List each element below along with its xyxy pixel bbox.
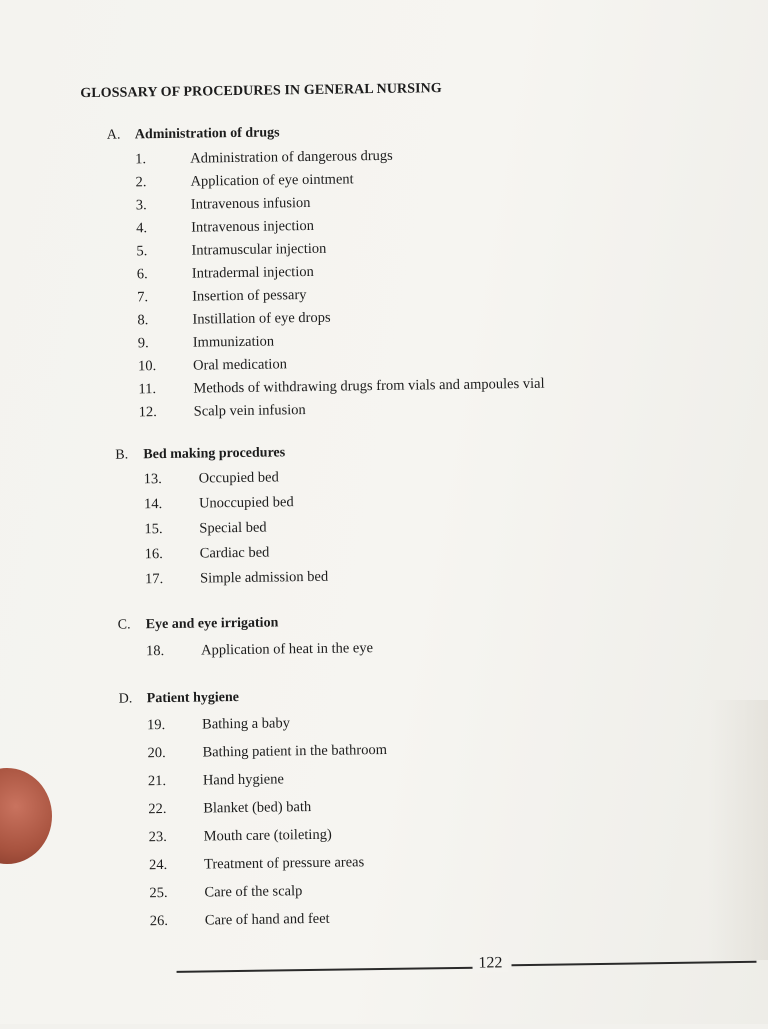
section-a-heading bbox=[107, 125, 280, 143]
list-item bbox=[135, 148, 393, 169]
list-item bbox=[136, 241, 326, 261]
page-title: GLOSSARY OF PROCEDURES IN GENERAL NURSING bbox=[80, 81, 442, 102]
item-text: Methods of withdrawing drugs from vials and ampoules vial bbox=[193, 375, 545, 397]
item-number: 19. bbox=[147, 717, 166, 734]
item-number: 12. bbox=[138, 404, 157, 421]
item-number: 21. bbox=[147, 773, 167, 790]
item-text: Application of eye ointment bbox=[190, 171, 354, 190]
item-text: Application of heat in the eye bbox=[200, 640, 374, 659]
item-number: 25. bbox=[149, 885, 168, 902]
page-number: 122 bbox=[472, 954, 508, 973]
list-item bbox=[145, 569, 328, 589]
list-item bbox=[148, 799, 311, 818]
item-number: 14. bbox=[143, 496, 163, 513]
item-text: Bathing patient in the bathroom bbox=[202, 741, 388, 761]
item-text: Oral medication bbox=[192, 356, 288, 374]
list-item bbox=[137, 287, 307, 306]
item-number: 17. bbox=[144, 571, 164, 588]
item-text: Intramuscular injection bbox=[191, 240, 327, 259]
item-text: Immunization bbox=[192, 333, 275, 351]
item-number: 20. bbox=[147, 745, 166, 762]
item-number: 2. bbox=[135, 174, 147, 191]
list-item bbox=[146, 640, 373, 660]
list-item bbox=[138, 376, 544, 399]
item-text: Administration of dangerous drugs bbox=[190, 147, 393, 167]
item-text: Care of hand and feet bbox=[204, 910, 330, 929]
list-item bbox=[144, 469, 279, 488]
item-number: 16. bbox=[144, 546, 163, 563]
item-text: Cardiac bed bbox=[199, 544, 270, 562]
list-item bbox=[137, 310, 330, 330]
item-text: Insertion of pessary bbox=[192, 287, 307, 305]
list-item bbox=[136, 195, 311, 214]
list-item bbox=[149, 854, 364, 874]
item-text: Scalp vein infusion bbox=[193, 402, 306, 420]
list-item bbox=[139, 402, 306, 421]
section-title: Eye and eye irrigation bbox=[145, 615, 279, 633]
item-number: 4. bbox=[136, 220, 148, 237]
item-number: 8. bbox=[137, 312, 149, 329]
item-text: Simple admission bed bbox=[199, 568, 329, 587]
list-item bbox=[136, 218, 314, 237]
item-text: Instillation of eye drops bbox=[192, 309, 331, 328]
item-number: 1. bbox=[135, 151, 147, 168]
item-number: 18. bbox=[145, 643, 165, 660]
item-number: 5. bbox=[136, 243, 148, 260]
footer-rule-left bbox=[177, 967, 477, 973]
list-item bbox=[147, 715, 290, 734]
item-text: Blanket (bed) bath bbox=[203, 798, 312, 817]
item-text: Special bed bbox=[199, 519, 267, 537]
section-letter: B. bbox=[115, 447, 129, 463]
item-number: 15. bbox=[144, 521, 163, 538]
item-number: 6. bbox=[136, 266, 148, 283]
list-item bbox=[138, 356, 287, 375]
item-text: Treatment of pressure areas bbox=[203, 854, 365, 873]
item-text: Hand hygiene bbox=[202, 771, 284, 789]
list-item bbox=[135, 171, 353, 191]
item-number: 24. bbox=[148, 857, 168, 874]
item-number: 3. bbox=[135, 197, 147, 214]
item-text: Mouth care (toileting) bbox=[203, 826, 332, 845]
item-text: Intravenous injection bbox=[191, 217, 315, 236]
list-item bbox=[145, 545, 270, 564]
list-item bbox=[148, 771, 284, 790]
item-text: Intravenous infusion bbox=[190, 194, 311, 213]
list-item bbox=[149, 883, 302, 902]
section-title: Administration of drugs bbox=[134, 125, 280, 143]
item-number: 22. bbox=[148, 801, 167, 818]
list-item bbox=[147, 742, 387, 762]
item-number: 11. bbox=[138, 381, 157, 398]
list-item bbox=[144, 494, 294, 513]
item-number: 10. bbox=[137, 358, 157, 375]
list-item bbox=[144, 520, 266, 539]
item-text: Unoccupied bed bbox=[198, 494, 294, 512]
item-text: Intradermal injection bbox=[191, 263, 314, 282]
item-text: Care of the scalp bbox=[204, 883, 303, 901]
item-number: 23. bbox=[148, 829, 167, 846]
section-title: Patient hygiene bbox=[146, 689, 240, 707]
list-item bbox=[149, 827, 332, 847]
section-letter: A. bbox=[106, 127, 121, 143]
item-number: 7. bbox=[137, 289, 149, 306]
section-letter: C. bbox=[117, 617, 131, 633]
list-item bbox=[150, 911, 330, 931]
item-number: 9. bbox=[137, 335, 149, 352]
list-item bbox=[138, 333, 275, 352]
section-c-heading bbox=[118, 615, 279, 633]
section-letter: D. bbox=[118, 691, 133, 707]
footer-rule-right bbox=[511, 961, 756, 966]
section-d-heading bbox=[119, 690, 239, 708]
item-number: 26. bbox=[149, 913, 169, 930]
section-b-heading bbox=[115, 445, 285, 463]
item-text: Bathing a baby bbox=[202, 715, 291, 733]
item-number: 13. bbox=[143, 471, 162, 488]
list-item bbox=[137, 264, 314, 283]
item-text: Occupied bed bbox=[198, 469, 279, 487]
section-title: Bed making procedures bbox=[143, 445, 286, 463]
